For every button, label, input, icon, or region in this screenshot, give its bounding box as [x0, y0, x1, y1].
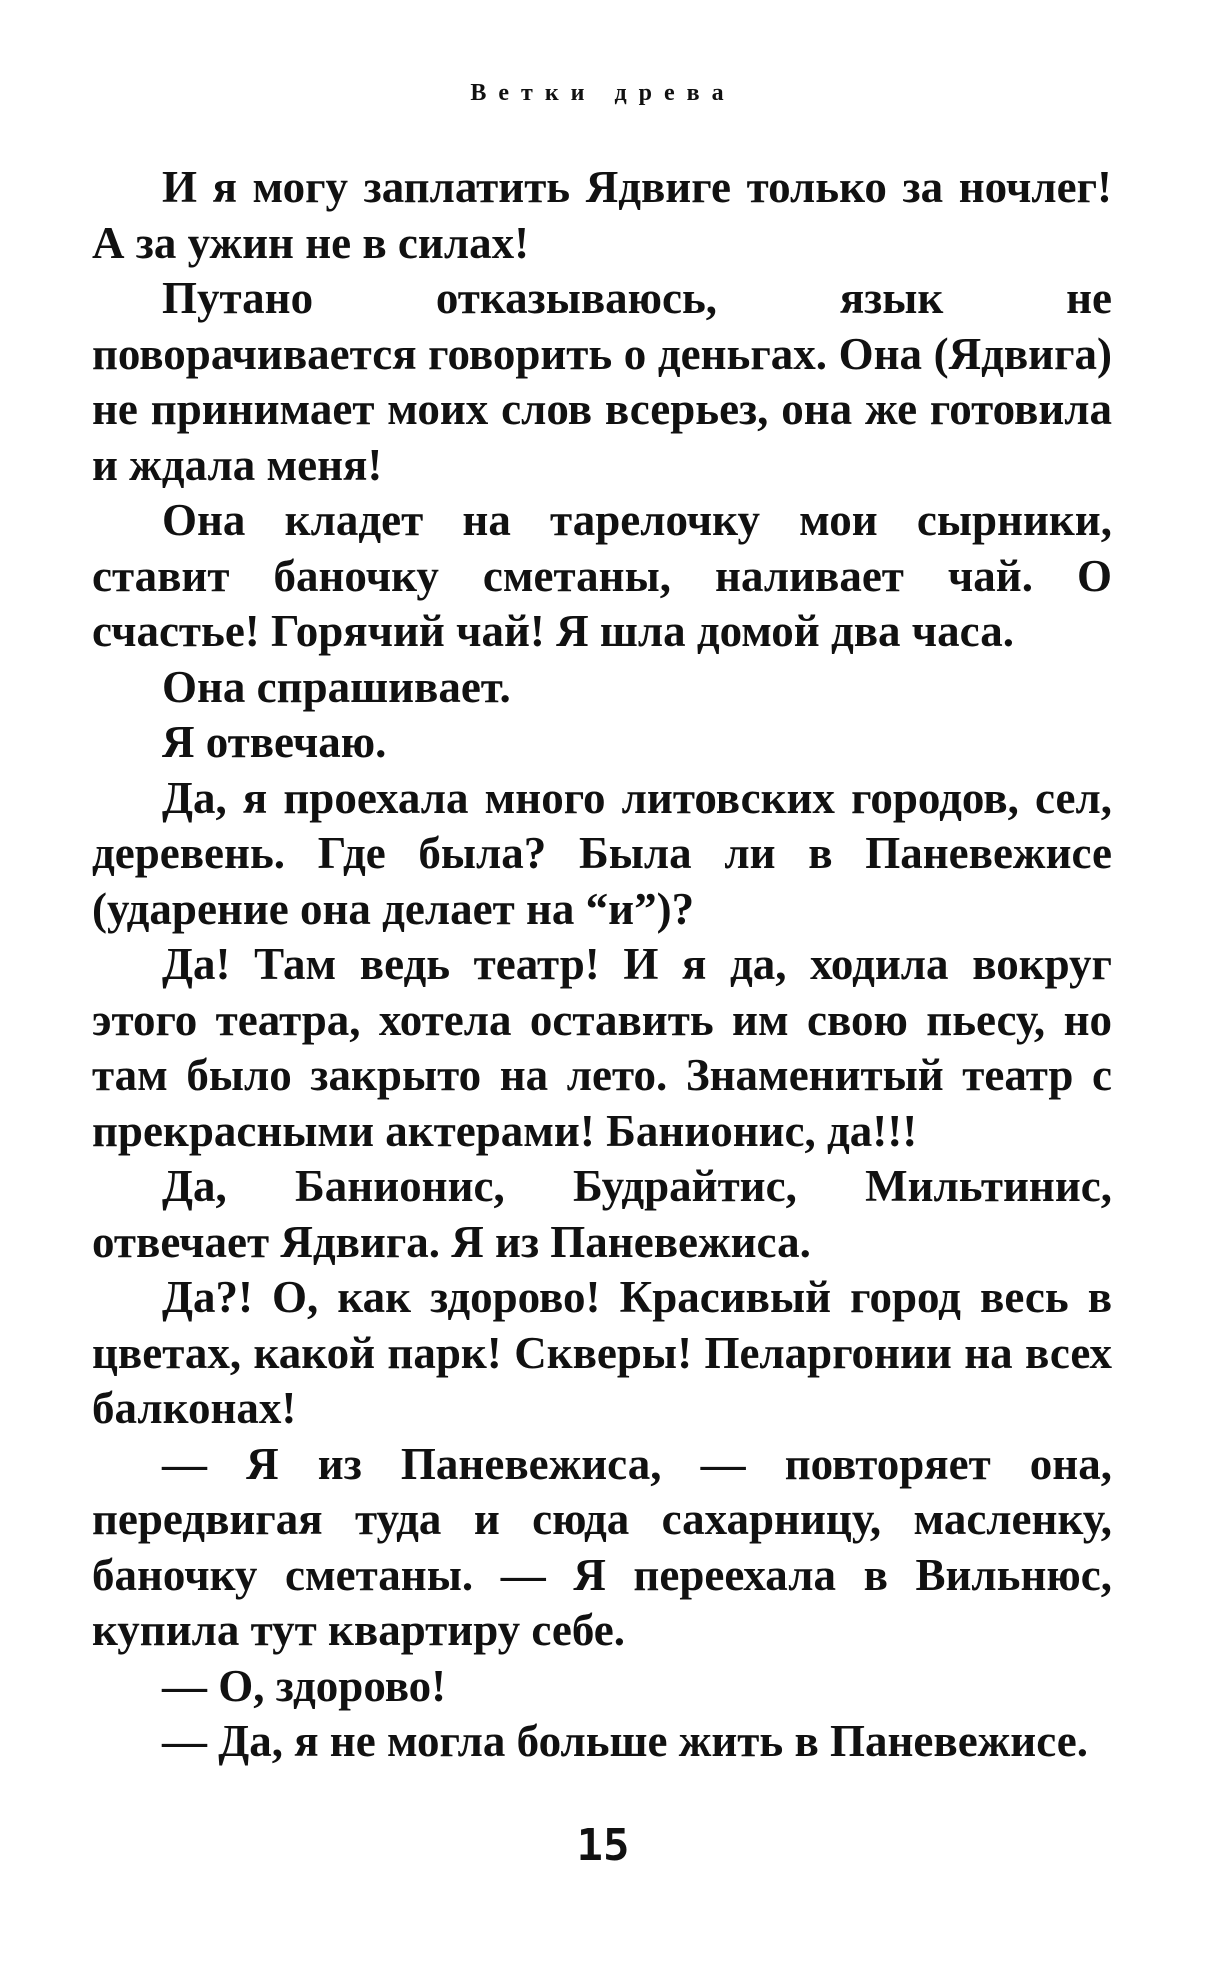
paragraph: — О, здорово! [162, 1660, 447, 1711]
paragraph: И я могу заплатить Ядвиге только за ночлег! А за ужин не в силах! [92, 162, 1112, 268]
page-number: 15 [576, 1820, 630, 1871]
paragraph: Да! Там ведь театр! И я да, ходила вокруг этого театра, хотела оставить им свою пьесу, но там было закрыто на лето. Знаменитый театр с прекрасными актерами! Банионис, да!!! [92, 939, 1112, 1156]
paragraph: Она спрашивает. [162, 661, 511, 712]
paragraph: Да, Банионис, Будрайтис, Мильтинис, отвечает Ядвига. Я из Паневежиса. [92, 1161, 1112, 1267]
paragraph: Я отвечаю. [162, 717, 387, 767]
paragraph: Путано отказываюсь, язык не поворачивается говорить о деньгах. Она (Ядвига) не принимает моих слов всерьез, она же готовила и ждала меня! [92, 273, 1112, 490]
paragraph: — Да, я не могла больше жить в Паневежисе. [162, 1716, 1088, 1766]
paragraph: Да, я проехала много литовских городов, сел, деревень. Где была? Была ли в Паневежисе (ударение она делает на “и”)? [92, 772, 1112, 934]
paragraph: — Я из Паневежиса, — повторяет она, передвигая туда и сюда сахарницу, масленку, баночку сметаны. — Я переехала в Вильнюс, купила тут квартиру себе. [92, 1438, 1112, 1655]
body-text [92, 160, 1112, 1770]
paragraph: Да?! О, как здорово! Красивый город весь в цветах, какой парк! Скверы! Пеларгонии на всех балконах! [92, 1272, 1112, 1433]
running-head: Ветки древа [470, 80, 736, 106]
paragraph: Она кладет на тарелочку мои сырники, ставит баночку сметаны, наливает чай. О счастье! Горячий чай! Я шла домой два часа. [92, 495, 1112, 656]
